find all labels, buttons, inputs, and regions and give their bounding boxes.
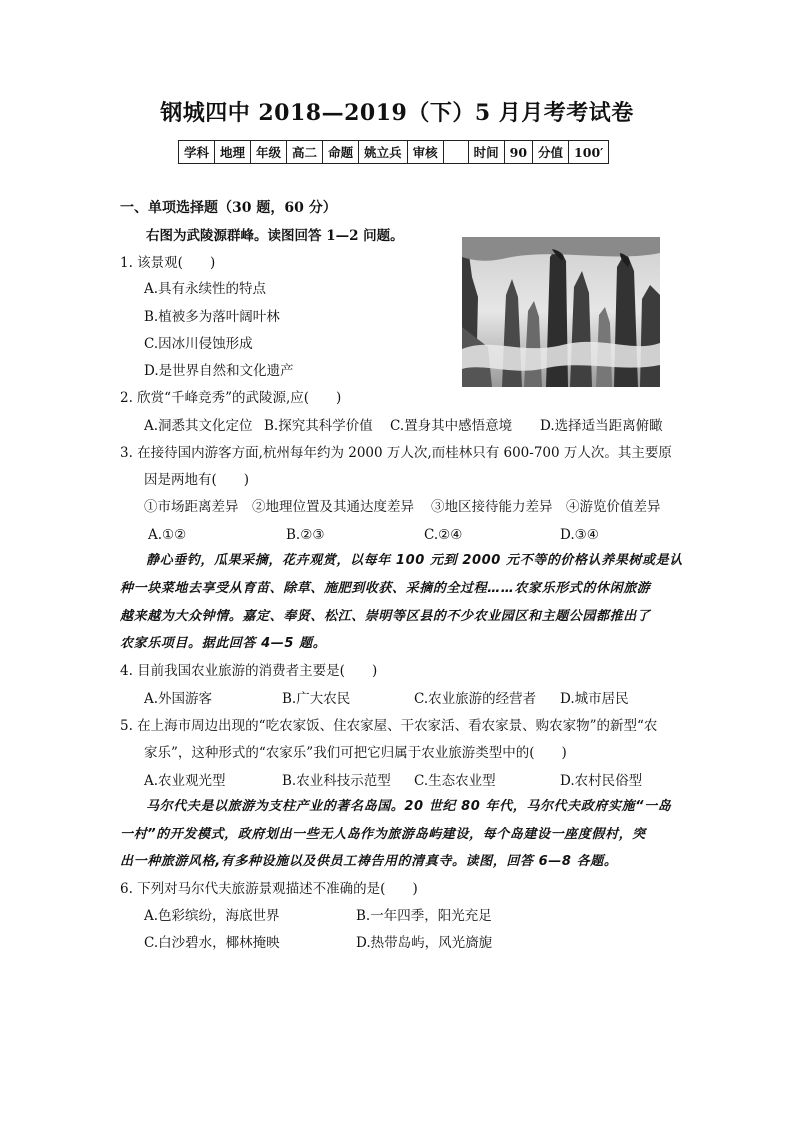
q5-stem-line2: 家乐”，这种形式的“农家乐”我们可把它归属于农业旅游类型中的( ) bbox=[144, 745, 567, 761]
q5-option-d: D.农村民俗型 bbox=[560, 773, 643, 789]
info-cell-grade: 高二 bbox=[287, 141, 323, 164]
q3-item-3: ③地区接待能力差异 bbox=[431, 499, 553, 515]
q3-stem-line2: 因是两地有( ) bbox=[144, 472, 250, 488]
info-table bbox=[178, 140, 609, 164]
section-heading: 一、单项选择题（30 题，60 分） bbox=[120, 200, 337, 216]
q2-option-c: C.置身其中感悟意境 bbox=[390, 418, 513, 434]
q3-stem-line1: 3. 在接待国内游客方面,杭州每年约为 2000 万人次,而桂林只有 600-700 万人次。其主要原 bbox=[120, 445, 672, 461]
q5-option-c: C.生态农业型 bbox=[414, 773, 496, 789]
info-cell-time-label: 时间 bbox=[468, 141, 504, 164]
q4-option-d: D.城市居民 bbox=[560, 691, 629, 707]
q5-option-b: B.农业科技示范型 bbox=[282, 773, 391, 789]
q4-stem: 4. 目前我国农业旅游的消费者主要是( ) bbox=[120, 663, 378, 679]
info-table-row bbox=[179, 141, 609, 164]
passage1-line4: 农家乐项目。据此回答 4—5 题。 bbox=[120, 636, 327, 651]
q1-option-d: D.是世界自然和文化遗产 bbox=[144, 363, 294, 379]
question-intro: 右图为武陵源群峰。读图回答 1—2 问题。 bbox=[146, 228, 404, 244]
info-cell-author: 姚立兵 bbox=[359, 141, 408, 164]
q2-option-d: D.选择适当距离俯瞰 bbox=[540, 418, 663, 434]
q4-option-c: C.农业旅游的经营者 bbox=[414, 691, 537, 707]
q3-option-c: C.②④ bbox=[424, 527, 463, 543]
q4-option-a: A.外国游客 bbox=[144, 691, 213, 707]
q6-option-c: C.白沙碧水，椰林掩映 bbox=[144, 935, 280, 951]
info-cell-score: 100′ bbox=[569, 141, 609, 164]
info-cell-grade-label: 年级 bbox=[251, 141, 287, 164]
q6-option-a: A.色彩缤纷，海底世界 bbox=[144, 908, 280, 924]
q3-option-d: D.③④ bbox=[560, 527, 599, 543]
q3-item-1: ①市场距离差异 bbox=[144, 499, 239, 515]
info-cell-subject: 地理 bbox=[215, 141, 251, 164]
q3-item-2: ②地理位置及其通达度差异 bbox=[252, 499, 414, 515]
q1-option-c: C.因冰川侵蚀形成 bbox=[144, 336, 253, 352]
q6-option-b: B.一年四季，阳光充足 bbox=[356, 908, 492, 924]
q2-stem: 2. 欣赏“千峰竞秀”的武陵源,应( ) bbox=[120, 390, 342, 406]
q3-option-b: B.②③ bbox=[286, 527, 325, 543]
info-cell-subject-label: 学科 bbox=[179, 141, 215, 164]
passage2-line2: 一村”的开发模式，政府划出一些无人岛作为旅游岛屿建设，每个岛建设一座度假村，突 bbox=[120, 827, 646, 842]
q6-option-d: D.热带岛屿，风光旖旎 bbox=[356, 935, 493, 951]
q1-stem: 1. 该景观( ) bbox=[120, 255, 216, 271]
passage2-line3: 出一种旅游风格,有多种设施以及供员工祷告用的清真寺。读图，回答 6—8 各题。 bbox=[120, 854, 618, 869]
info-cell-time: 90 bbox=[504, 141, 532, 164]
passage1-line2: 种一块菜地去享受从育苗、除草、施肥到收获、采摘的全过程……农家乐形式的休闲旅游 bbox=[120, 581, 651, 596]
q1-option-b: B.植被多为落叶阔叶林 bbox=[144, 309, 280, 325]
q2-option-b: B.探究其科学价值 bbox=[264, 418, 373, 434]
passage1-line1: 静心垂钓，瓜果采摘，花卉观赏，以每年 100 元到 2000 元不等的价格认养果树或是认 bbox=[146, 553, 683, 568]
wulingyuan-photo bbox=[462, 237, 660, 387]
q2-option-a: A.洞悉其文化定位 bbox=[144, 418, 253, 434]
q5-stem-line1: 5. 在上海市周边出现的“吃农家饭、住农家屋、干农家活、看农家景、购农家物”的新型“农 bbox=[120, 718, 658, 734]
passage2-line1: 马尔代夫是以旅游为支柱产业的著名岛国。20 世纪 80 年代，马尔代夫政府实施“一岛 bbox=[146, 799, 672, 814]
mountain-peaks-image bbox=[462, 237, 660, 387]
info-cell-review bbox=[443, 141, 468, 164]
info-cell-score-label: 分值 bbox=[533, 141, 569, 164]
q1-option-a: A.具有永续性的特点 bbox=[144, 281, 267, 297]
q6-stem: 6. 下列对马尔代夫旅游景观描述不准确的是( ) bbox=[120, 881, 418, 897]
info-cell-author-label: 命题 bbox=[323, 141, 359, 164]
passage1-line3: 越来越为大众钟情。嘉定、奉贤、松江、崇明等区县的不少农业园区和主题公园都推出了 bbox=[120, 609, 651, 624]
q3-item-4: ④游览价值差异 bbox=[566, 499, 661, 515]
q4-option-b: B.广大农民 bbox=[282, 691, 351, 707]
q3-option-a: A.①② bbox=[148, 527, 187, 543]
q5-option-a: A.农业观光型 bbox=[144, 773, 226, 789]
exam-title: 钢城四中 2018—2019（下）5 月月考考试卷 bbox=[160, 100, 634, 126]
info-cell-review-label: 审核 bbox=[407, 141, 443, 164]
